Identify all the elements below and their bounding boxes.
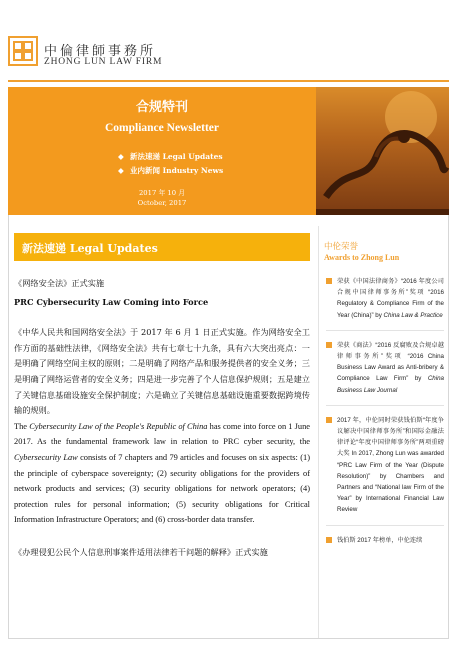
header-divider <box>8 80 449 82</box>
square-bullet-icon <box>326 278 332 284</box>
diamond-bullet-icon: ◆ <box>118 166 124 175</box>
award-text: 2017 年，中伦同时荣获钱伯斯“年度争议解决中国律师事务所”和国际金融法律评论“年度中国律师事务所”两项重磅大奖 In 2017, Zhong Lun was awarded “PRC Law Firm of the Year (Dispute Resolution)” by Chambers and Partners and “National law Firm of the Year” by International Financial Law Review <box>337 416 444 514</box>
hero-date-cn: 2017 年 10 月 <box>138 189 186 197</box>
award-item <box>326 276 444 321</box>
section-header-label: 新法速递 Legal Updates <box>22 242 158 255</box>
hero-contents-item: ◆ 新法速递 Legal Updates <box>118 150 223 164</box>
zhonglun-logo-icon <box>8 36 38 66</box>
section-header-legal-updates <box>14 233 310 261</box>
square-bullet-icon <box>326 342 332 348</box>
article-body-cn: 《中华人民共和国网络安全法》于 2017 年 6 月 1 日正式实施。作为网络安全工作方面的基础性法律，《网络安全法》共有七章七十九条，具有六大突出亮点：一是明确了网络空间主权的原则；二是明确了网络产品和服务提供者的安全义务；三是明确了网络运营者的安全义务；四是进一步完善了个人信息保护规则；五是建立了关键信息基础设施安全保护制度；六是确立了关键信息基础设施重要数据跨境传输的规则。 <box>14 327 310 416</box>
square-bullet-icon <box>326 417 332 423</box>
award-item <box>326 415 444 516</box>
sidebar-heading-cn: 中伦荣誉 <box>324 242 359 252</box>
square-bullet-icon <box>326 537 332 543</box>
award-text: 钱伯斯 2017 年榜单，中伦连续 <box>337 536 423 544</box>
article-title-en: PRC Cybersecurity Law Coming into Force <box>14 296 209 307</box>
award-divider <box>326 525 444 526</box>
award-item <box>326 535 444 546</box>
top-band <box>0 0 457 28</box>
award-divider <box>326 330 444 331</box>
awards-sidebar <box>326 276 444 555</box>
firm-name-en: ZHONG LUN LAW FIRM <box>44 57 163 67</box>
column-divider <box>318 226 319 638</box>
award-text: 荣获《中国法律商务》“2016 年度公司合规中国律师事务所”奖项 “2016 Regulatory & Compliance Firm of the Year (China)” by China Law & Practice <box>337 278 444 319</box>
hero-title-cn: 合规特刊 <box>135 100 188 115</box>
hero-date-en: October, 2017 <box>137 199 187 207</box>
award-divider <box>326 405 444 406</box>
hero-contents-item: ◆ 业内新闻 Industry News <box>118 164 223 178</box>
hero-contents-list <box>118 150 223 178</box>
award-text: 荣获《商法》“2016 反腐败及合规卓越律师事务所”奖项 “2016 China Business Law Award as Anti-bribery & Compliance Law Firm” by China Business Law Journal <box>337 341 444 394</box>
main-article <box>14 276 310 561</box>
hero-dragon-image <box>316 87 449 215</box>
hero-date <box>8 188 316 208</box>
diamond-bullet-icon: ◆ <box>118 152 124 161</box>
sidebar-heading-en: Awards to Zhong Lun <box>324 253 400 262</box>
award-item <box>326 340 444 396</box>
hero-title-en: Compliance Newsletter <box>104 122 219 134</box>
next-article-title: 《办理侵犯公民个人信息刑事案件适用法律若干问题的解释》正式实施 <box>14 546 268 557</box>
article-body-en: The Cybersecurity Law of the People's Republic of China has come into force on 1 June 2017. As the fundamental framework law in relation to PRC cyber security, the Cybersecurity Law consists of 7 chapters and 79 articles and focuses on six aspects: (1) the principle of cyberspace sovereignty; (2) security obligations for the providers of network products and services; (3) security obligations for network operators; (4) protection rules for personal information; (5) security obligations for Critical Information Infrastructure Operators; and (6) cross-border data transfer. <box>14 421 310 525</box>
article-title-cn: 《网络安全法》正式实施 <box>14 278 105 288</box>
firm-name-cn: 中倫律師事務所 <box>44 44 157 59</box>
